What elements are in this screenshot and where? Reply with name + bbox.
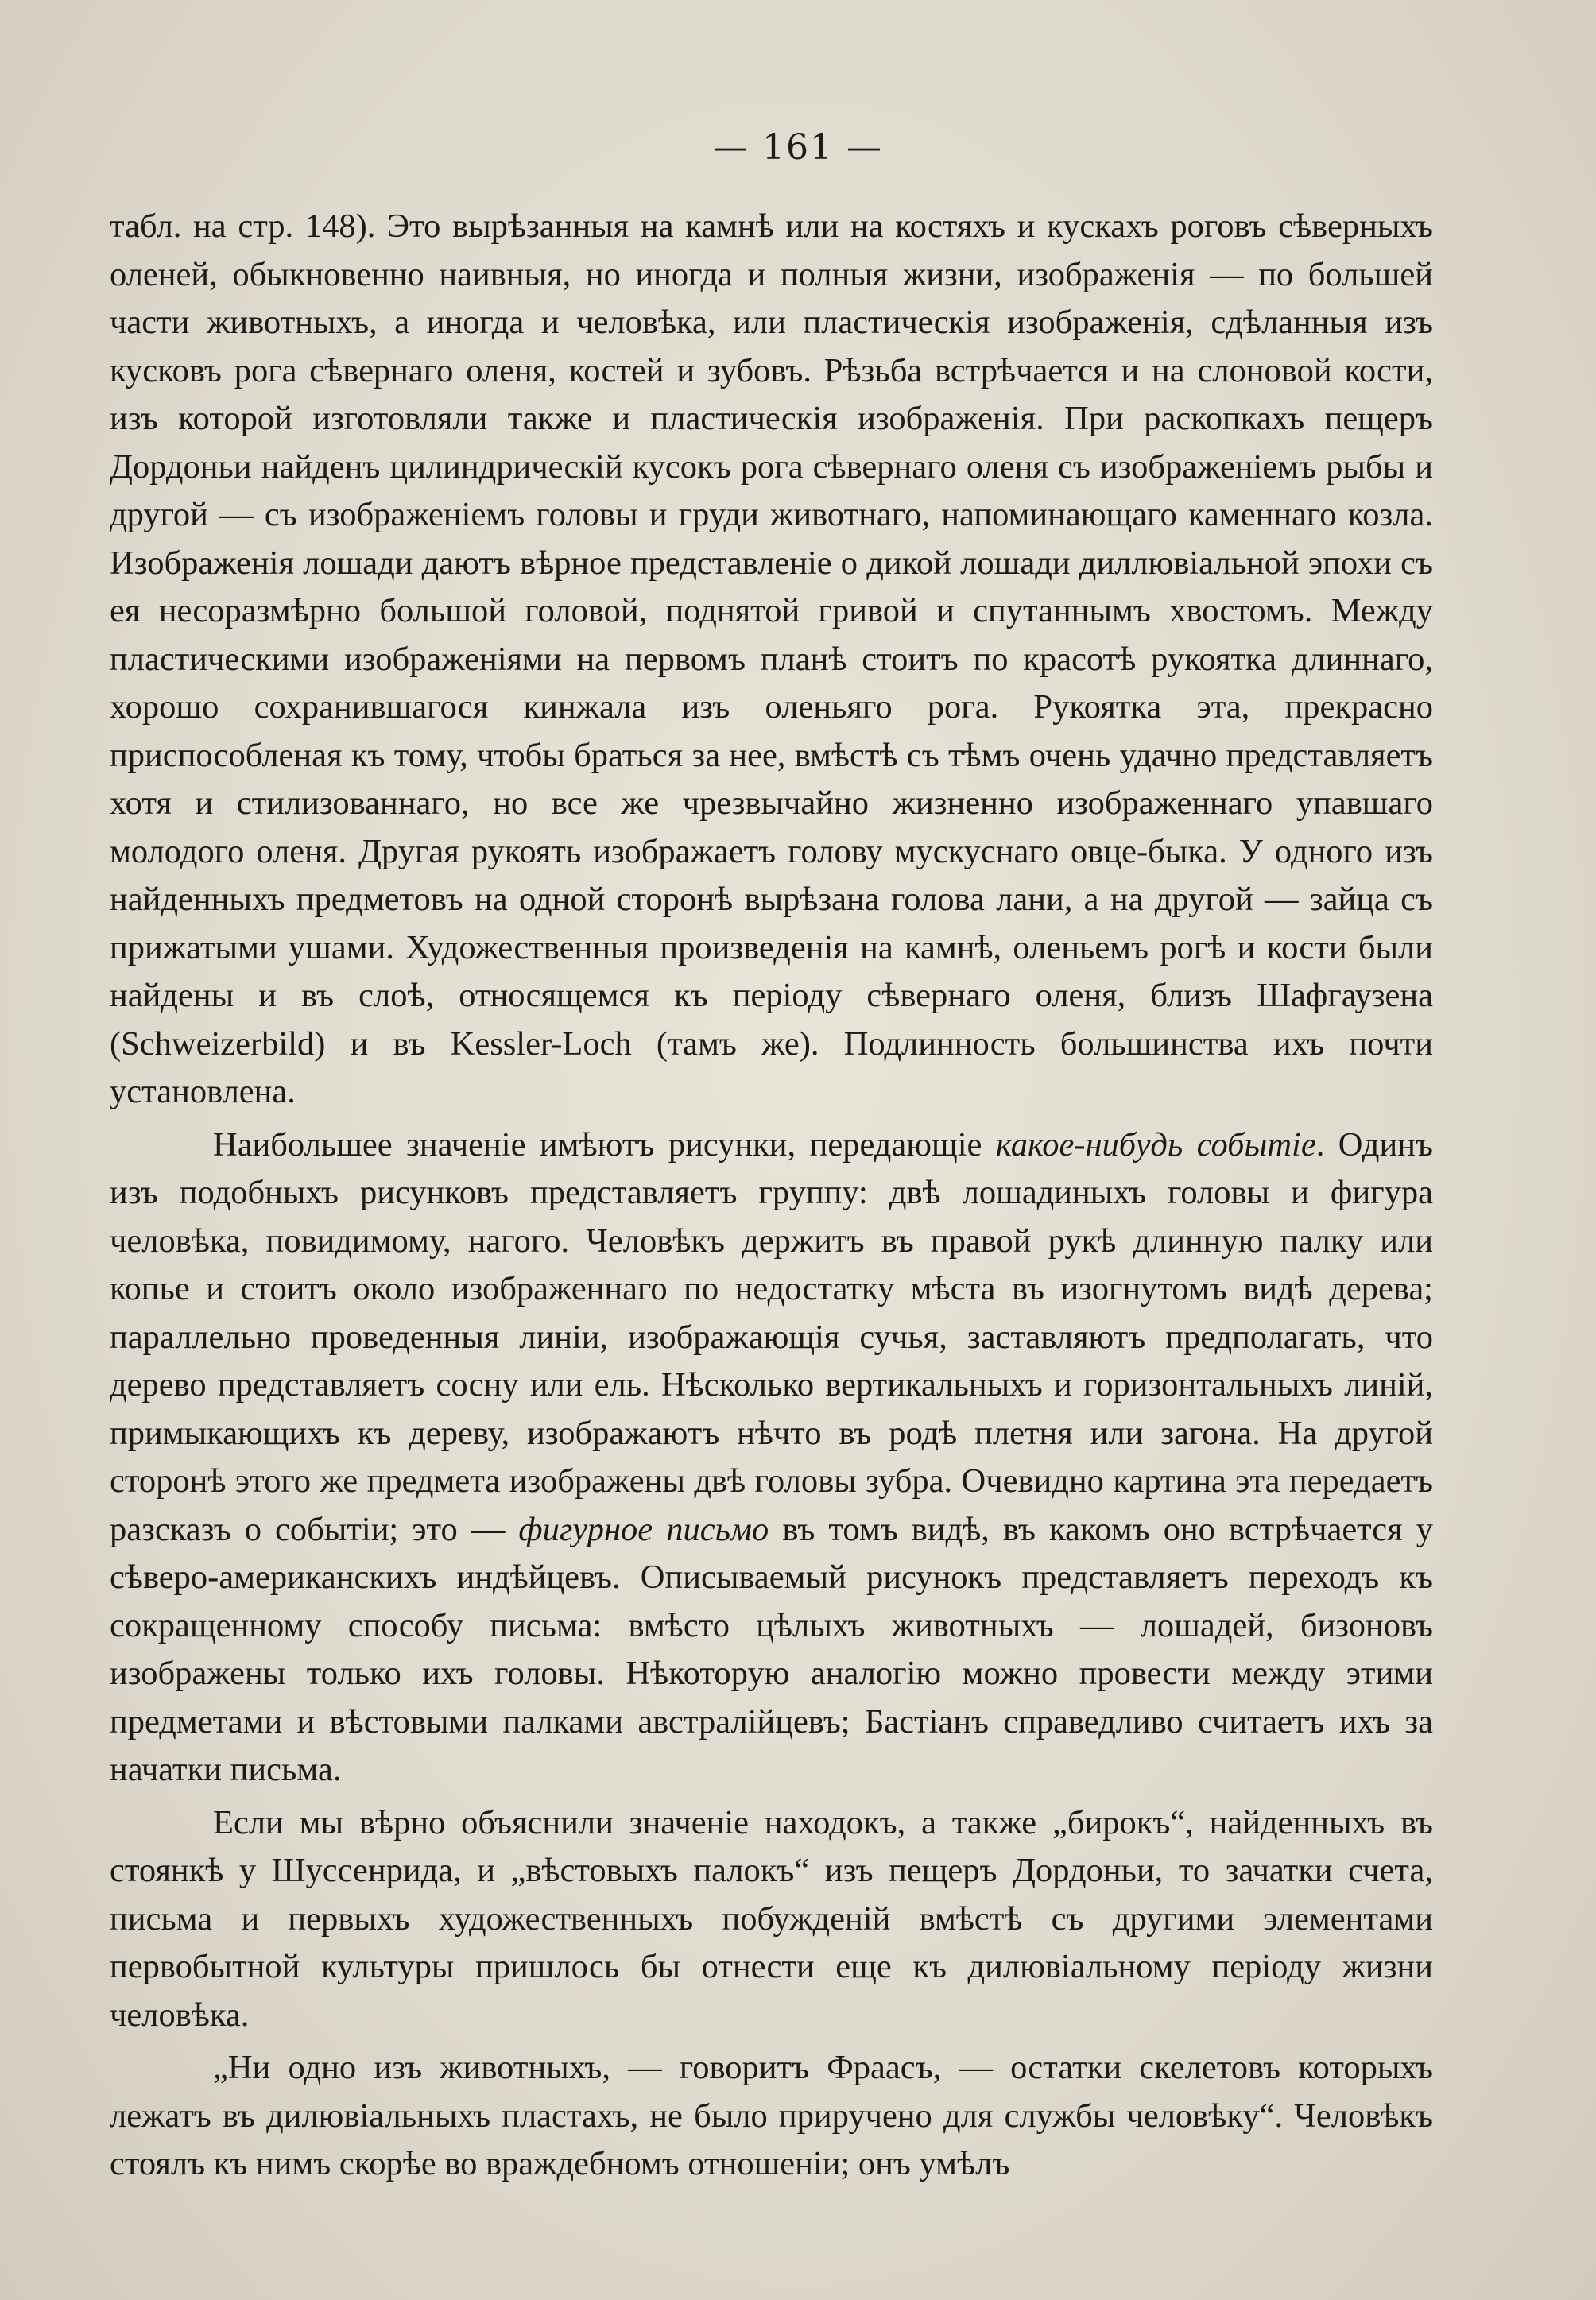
paragraph-2-emphasis: какое-нибудь событіе	[995, 1125, 1316, 1164]
paragraph-3: Если мы вѣрно объяснили значеніе находокъ, а также „бирокъ“, найденныхъ въ стоянкѣ у Шуссенрида, и „вѣстовыхъ палокъ“ изъ пещеръ Дордоньи, то зачатки счета, письма и первыхъ художественныхъ побужденій вмѣстѣ съ другими элементами первобытной культуры пришлось бы отнести еще къ дилювіальному періоду жизни человѣка.	[110, 1803, 1433, 2034]
paragraph-1: табл. на стр. 148). Это вырѣзанныя на камнѣ или на костяхъ и кускахъ роговъ сѣверныхъ оленей, обыкновенно наивныя, но иногда и полныя жизни, изображенія — по большей части животныхъ, а иногда и человѣка, или пластическія изображенія, сдѣланныя изъ кусковъ рога сѣвернаго оленя, костей и зубовъ. Рѣзьба встрѣчается и на слоновой кости, изъ которой изготовляли также и пластическія изображенія. При раскопкахъ пещеръ Дордоньи найденъ цилиндрическій кусокъ рога сѣвернаго оленя съ изображеніемъ рыбы и другой — съ изображеніемъ головы и груди животнаго, напоминающаго каменнаго козла. Изображенія лошади даютъ вѣрное представленіе о дикой лошади диллювіальной эпохи съ ея несоразмѣрно большой головой, поднятой гривой и спутаннымъ хвостомъ. Между пластическими изображеніями на первомъ планѣ стоитъ по красотѣ рукоятка длиннаго, хорошо сохранившагося кинжала изъ оленьяго рога. Рукоятка эта, прекрасно приспособленая къ тому, чтобы браться за нее, вмѣстѣ съ тѣмъ очень удачно представляетъ хотя и стилизованнаго, но все же чрезвычайно жизненно изображеннаго упавшаго молодого оленя. Другая рукоять изображаетъ голову мускуснаго овце-быка. У одного изъ найденныхъ предметовъ на одной сторонѣ вырѣзана голова лани, а на другой — зайца съ прижатыми ушами. Художественныя произведенія на камнѣ, оленьемъ рогѣ и кости были найдены и въ слоѣ, относящемся къ періоду сѣвернаго оленя, близъ Шафгаузена (Schweizerbild) и въ Kessler-Loch (тамъ же). Подлинность большинства ихъ почти установлена.	[110, 207, 1433, 1110]
page-number: — 161 —	[713, 127, 883, 168]
body-text	[110, 203, 1433, 2194]
paragraph-2-emphasis-2: фигурное письмо	[518, 1510, 769, 1548]
paragraph-2	[110, 1121, 1433, 1795]
paragraph-2-end: въ томъ видѣ, въ какомъ оно встрѣчается у сѣверо-американскихъ индѣйцевъ. Описываемый рисунокъ представляетъ переходъ къ сокращенному способу письма: вмѣсто цѣлыхъ животныхъ — лошадей, бизоновъ изображены только ихъ головы. Нѣкоторую аналогію можно провести между этими предметами и вѣстовыми палками австралійцевъ; Бастіанъ справедливо считаетъ ихъ за начатки письма.	[110, 1510, 1433, 1788]
paragraph-2-middle: . Одинъ изъ подобныхъ рисунковъ представляетъ группу: двѣ лошадиныхъ головы и фигура человѣка, повидимому, нагого. Человѣкъ держитъ въ правой рукѣ длинную палку или копье и стоитъ около изображеннаго по недостатку мѣста въ изогнутомъ видѣ дерева; параллельно проведенныя линіи, изображающія сучья, заставляютъ предполагать, что дерево представляетъ сосну или ель. Нѣсколько вертикальныхъ и горизонтальныхъ линій, примыкающихъ къ дереву, изображаютъ нѣчто въ родѣ плетня или загона. На другой сторонѣ этого же предмета изображены двѣ головы зубра. Очевидно картина эта передаетъ разсказъ о событіи; это —	[110, 1125, 1433, 1548]
paragraph-4: „Ни одно изъ животныхъ, — говоритъ Фраасъ, — остатки скелетовъ которыхъ лежатъ въ дилювіальныхъ пластахъ, не было приручено для службы человѣку“. Человѣкъ стоялъ къ нимъ скорѣе во враждебномъ отношеніи; онъ умѣлъ	[110, 2049, 1433, 2182]
paragraph-2-start: Наибольшее значеніе имѣютъ рисунки, передающіе	[213, 1125, 996, 1164]
